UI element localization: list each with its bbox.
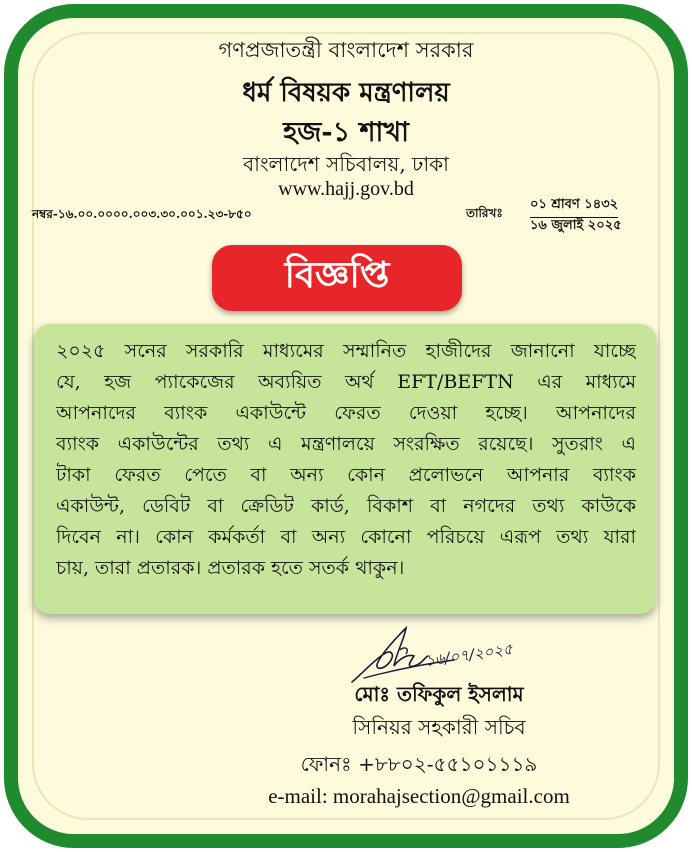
notice-line: টাকা ফেরত পেতে বা অন্য কোন প্রলোভনে আপনার ব্যাংক bbox=[56, 464, 636, 486]
government-heading: গণপ্রজাতন্ত্রী বাংলাদেশ সরকার bbox=[218, 38, 474, 62]
notice-body bbox=[34, 324, 656, 614]
date-label: তারিখঃ bbox=[466, 206, 503, 220]
date-bangla: ০১ শ্রাবণ ১৪৩২ bbox=[530, 195, 618, 218]
signature-date: ১৬/০৭/২০২৫ bbox=[424, 639, 514, 670]
notice-line: একাউন্ট, ডেবিট বা ক্রেডিট কার্ড, বিকাশ বা নগদের তথ্য কাউকে bbox=[56, 495, 636, 517]
section-heading: হজ-১ শাখা bbox=[283, 117, 409, 148]
address-line: বাংলাদেশ সচিবালয়, ঢাকা bbox=[243, 152, 449, 176]
signatory-designation: সিনিয়র সহকারী সচিব bbox=[352, 715, 526, 739]
memo-number: নম্বর-১৬.০০.০০০০.০০৩.৩০.০০১.২৩-৮৫০ bbox=[32, 207, 252, 221]
signatory-phone: ফোনঃ +৮৮০২-৫৫১০১১১৯ bbox=[300, 752, 538, 776]
notice-title-badge bbox=[212, 245, 462, 311]
website-link[interactable]: www.hajj.gov.bd bbox=[278, 178, 414, 200]
signatory-email[interactable]: e-mail: morahajsection@gmail.com bbox=[268, 784, 570, 808]
notice-line: আপনাদের ব্যাংক একাউন্টে ফেরত দেওয়া হচ্ছে। আপনাদের bbox=[56, 402, 636, 424]
notice-line: দিবেন না। কোন কর্মকর্তা বা অন্য কোনো পরিচয়ে এরূপ তথ্য যারা bbox=[56, 526, 636, 548]
notice-line: ব্যাংক একাউন্টের তথ্য এ মন্ত্রণালয়ে সংরক্ষিত রয়েছে। সুতরাং এ bbox=[56, 433, 636, 455]
notice-line: চায়, তারা প্রতারক। প্রতারক হতে সতর্ক থাকুন। bbox=[56, 557, 405, 579]
notice-line: যে, হজ প্যাকেজের অব্যয়িত অর্থ EFT/BEFTN এর মাধ্যমে bbox=[56, 371, 636, 393]
notice-line: ২০২৫ সনের সরকারি মাধ্যমের সম্মানিত হাজীদের জানানো যাচ্ছে bbox=[56, 340, 636, 362]
date-gregorian: ১৬ জুলাই ২০২৫ bbox=[530, 218, 622, 233]
signatory-name: মোঃ তফিকুল ইসলাম bbox=[354, 682, 524, 706]
notice-title: বিজ্ঞপ্তি bbox=[284, 254, 390, 296]
ministry-heading: ধর্ম বিষয়ক মন্ত্রণালয় bbox=[242, 78, 450, 108]
